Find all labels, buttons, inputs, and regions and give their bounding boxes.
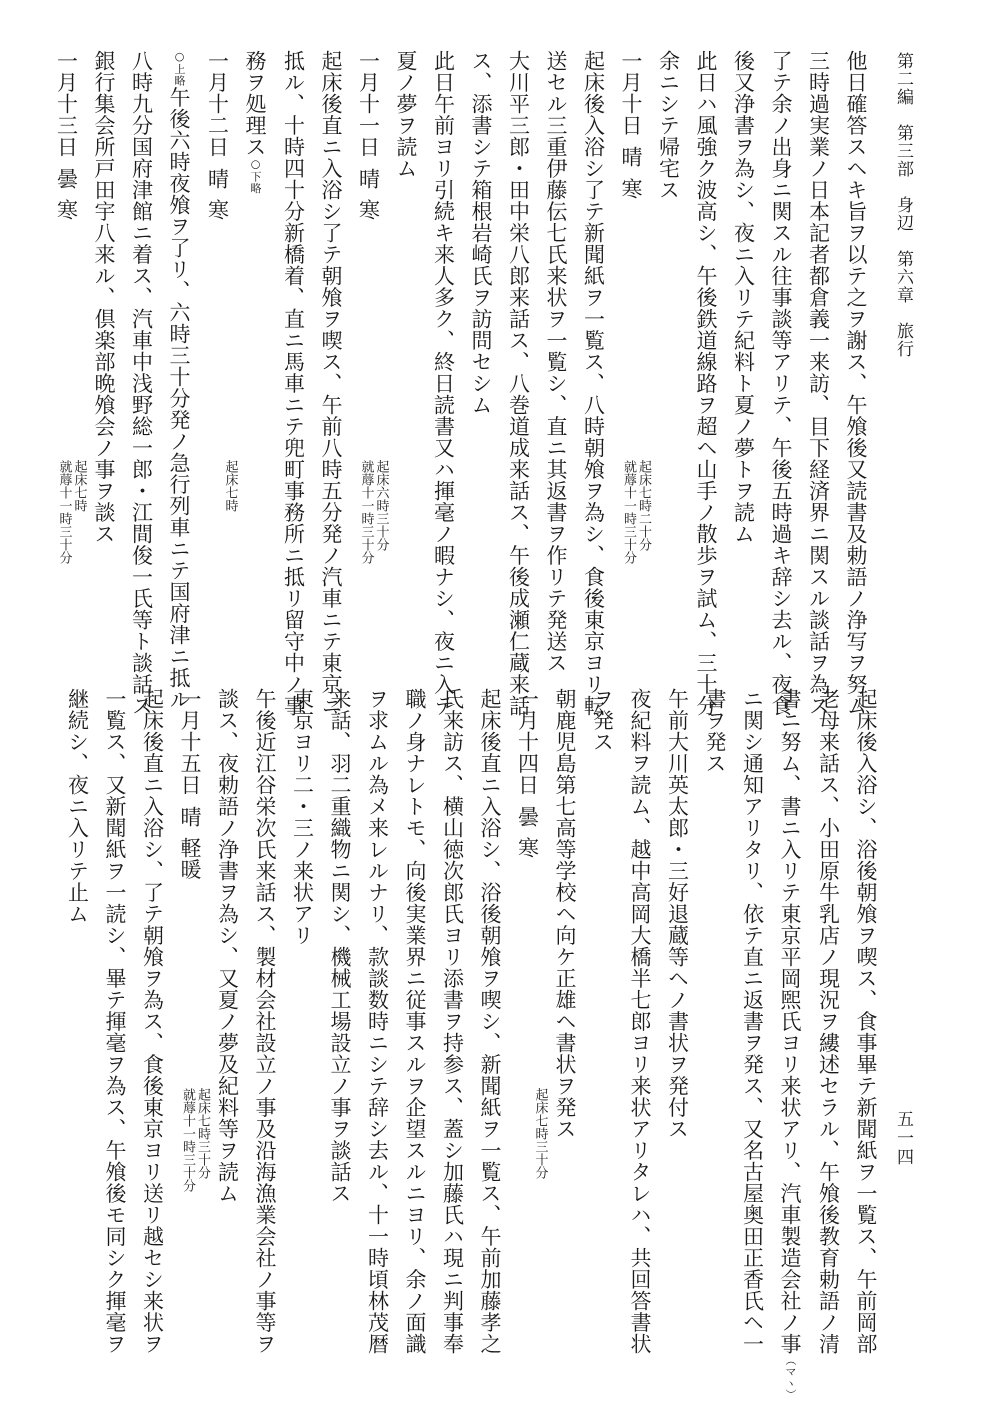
text-column: 八時九分国府津館ニ着ス、汽車中浅野総一郎・江間俊一氏等ト談話ス xyxy=(129,50,154,717)
diary-entry-heading xyxy=(349,50,387,650)
bed-time: 就蓐十一時三十分 xyxy=(621,460,636,564)
sleep-note xyxy=(533,1088,548,1179)
text-column: 継続シ、夜ニ入リテ止ム xyxy=(65,688,90,925)
wake-time: 起床七時 xyxy=(71,460,87,512)
entry-temperature: 寒 xyxy=(205,199,230,221)
sleep-note xyxy=(57,460,87,564)
diary-entry-heading xyxy=(612,50,650,650)
text-column xyxy=(160,50,199,710)
entry-date: 一月十一日 xyxy=(356,50,381,158)
sleep-note xyxy=(359,460,389,564)
entry-date: 一月十五日 xyxy=(178,688,202,796)
column-text: 務ヲ処理ス xyxy=(243,50,267,158)
text-column: 起床後直ニ入浴シ、了テ朝飧ヲ為ス、食後東京ヨリ送リ越セシ来状ヲ xyxy=(140,688,165,1355)
entry-date: 一月十日 xyxy=(619,50,643,136)
entry-weather: 晴 xyxy=(205,167,230,189)
entry-weather: 曇 xyxy=(54,167,79,189)
sic-mark: （マヽ） xyxy=(784,1354,797,1401)
lower-text-block xyxy=(58,688,884,1401)
page-number: 五一四 xyxy=(893,1110,913,1167)
text-column: 書ヲ発ス xyxy=(703,688,727,774)
text-column: 談ス、夜勅語ノ浄書ヲ為シ、又夏ノ夢及紀料等ヲ読ム xyxy=(215,688,240,1204)
wake-time: 起床七時三十分 xyxy=(532,1088,548,1179)
sleep-note xyxy=(180,1088,210,1192)
text-column: 起床後直ニ入浴シ、浴後朝飧ヲ喫シ、新聞紙ヲ一覧ス、午前加藤孝之 xyxy=(478,688,502,1355)
text-column: 来話、羽二重織物ニ関シ、機械工場設立ノ事ヲ談話ス xyxy=(328,688,352,1204)
omission-mark: ○下略 xyxy=(249,157,262,194)
wake-time: 起床七時三十分 xyxy=(195,1088,210,1179)
text-column: 三時過実業ノ日本記者都倉義一来訪、目下経済界ニ関スル談話ヲ為ス xyxy=(806,50,831,717)
diary-entry-heading xyxy=(47,50,85,650)
text-column: 夜紀料ヲ読ム、越中高岡大橋半七郎ヨリ来状アリタレハ、共回答書状 xyxy=(628,688,652,1355)
text-column: 後又浄書ヲ為シ、夜ニ入リテ紀料ト夏ノ夢トヲ読ム xyxy=(731,50,756,545)
text-column: 氏来訪ス、横山徳次郎氏ヨリ添書ヲ持参ス、蓋シ加藤氏ハ現ニ判事奉 xyxy=(440,688,465,1355)
text-column: ヲ発ス xyxy=(590,688,615,753)
diary-entry-heading xyxy=(171,688,210,1192)
entry-date: 一月十二日 xyxy=(205,50,230,158)
text-column xyxy=(771,688,810,1401)
diary-entry-heading xyxy=(198,50,236,650)
running-head: 第二編 第三部 身辺 第六章 旅行 xyxy=(893,52,913,358)
column-text: 書ニ努ム、書ニ入リテ東京平岡煕氏ヨリ来状アリ、汽車製造会社ノ事 xyxy=(778,688,802,1355)
text-column: 夏ノ夢ヲ読ム xyxy=(394,50,418,179)
text-column: ニ関シ通知アリタリ、依テ直ニ返書ヲ発ス、又名古屋奥田正香氏ヘ一 xyxy=(740,688,765,1355)
diary-entry-heading xyxy=(508,688,548,1179)
entry-weather: 晴 xyxy=(619,146,643,168)
text-column: 送セル三重伊藤伝七氏来状ヲ一覧シ、直ニ其返書ヲ作リテ発送ス xyxy=(544,50,568,674)
entry-temperature: 寒 xyxy=(54,199,79,221)
text-column: 了テ余ノ出身ニ関スル往事談等アリテ、午後五時過キ辞シ去ル、夜食 xyxy=(769,50,793,717)
text-column: 銀行集会所戸田宇八来ル、倶楽部晩飧会ノ事ヲ談ス xyxy=(92,50,116,545)
entry-temperature: 寒 xyxy=(619,177,643,199)
text-column: 此日ハ風強ク波高シ、午後鉄道線路ヲ超ヘ山手ノ散歩ヲ試ム、三十分 xyxy=(694,50,718,717)
upper-text-block xyxy=(47,50,874,717)
text-column: 東京ヨリ二・三ノ来状アリ xyxy=(290,688,315,946)
sleep-note xyxy=(621,460,651,564)
omission-mark: ○上略 xyxy=(173,50,186,87)
text-column: 起床後直ニ入浴シ了テ朝飧ヲ喫ス、午前八時五分発ノ汽車ニテ東京ニ xyxy=(319,50,343,717)
text-column: 起床後入浴シ、浴後朝飧ヲ喫ス、食事畢テ新聞紙ヲ一覧ス、午前岡部 xyxy=(854,688,878,1355)
wake-time: 起床七時 xyxy=(222,460,238,512)
text-column: 他日確答スヘキ旨ヲ以テ之ヲ謝ス、午飧後又読書及勅語ノ浄写ヲ努ム xyxy=(844,50,868,717)
wake-time: 起床七時二十分 xyxy=(636,460,651,551)
text-column: 職ノ身ナレトモ、向後実業界ニ従事スルヲ企望スルニヨリ、余ノ面識 xyxy=(403,688,427,1355)
entry-weather: 晴 xyxy=(178,805,202,827)
text-column: 老母来話ス、小田原牛乳店ノ現況ヲ縷述セラル、午飧後教育勅語ノ清 xyxy=(816,688,841,1355)
text-column: 大川平三郎・田中栄八郎来話ス、八巻道成来話ス、午後成瀬仁蔵来話 xyxy=(506,50,531,717)
text-column: 午後近江谷栄次氏来話ス、製材会社設立ノ事及沿海漁業会社ノ事等ヲ xyxy=(253,688,277,1355)
text-column xyxy=(236,50,275,650)
text-column: ヲ求ムル為メ来レルナリ、款談数時ニシテ辞シ去ル、十一時頃林茂暦 xyxy=(365,688,390,1355)
column-text: 午後六時夜飧ヲ了リ、六時三十分発ノ急行列車ニテ国府津ニ抵ル xyxy=(167,86,191,710)
entry-date: 一月十三日 xyxy=(54,50,79,158)
text-column: 此日午前ヨリ引続キ来人多ク、終日読書又ハ揮毫ノ暇ナシ、夜ニ入テ xyxy=(431,50,456,717)
text-column: 起床後入浴シ了テ新聞紙ヲ一覧ス、八時朝飧ヲ為シ、食後東京ヨリ転 xyxy=(581,50,606,717)
entry-temperature: 寒 xyxy=(356,199,381,221)
text-column: 余ニシテ帰宅ス xyxy=(656,50,681,201)
text-column: 一覧ス、又新聞紙ヲ一読シ、畢テ揮毫ヲ為ス、午飧後モ同シク揮毫ヲ xyxy=(103,688,127,1355)
text-column: 午前大川英太郎・三好退蔵等ヘノ書状ヲ発付ス xyxy=(665,688,690,1140)
bed-time: 就蓐十一時三十分 xyxy=(180,1088,195,1192)
bed-time: 就蓐十一時三十分 xyxy=(56,460,72,564)
text-column: ス、添書シテ箱根岩崎氏ヲ訪問セシム xyxy=(469,50,493,416)
entry-temperature: 軽暖 xyxy=(178,837,202,880)
sleep-note xyxy=(223,460,238,512)
bed-time: 就蓐十一時三十分 xyxy=(358,460,374,564)
text-column: 朝鹿児島第七高等学校ヘ向ケ正雄ヘ書状ヲ発ス xyxy=(553,688,577,1140)
wake-time: 起床六時三十分 xyxy=(373,460,389,551)
entry-temperature: 寒 xyxy=(515,837,540,859)
entry-date: 一月十四日 xyxy=(515,688,540,796)
entry-weather: 晴 xyxy=(356,167,381,189)
entry-weather: 曇 xyxy=(515,805,540,827)
text-column: 抵ル、十時四十分新橋着、直ニ馬車ニテ兜町事務所ニ抵リ留守中ノ事 xyxy=(281,50,306,717)
